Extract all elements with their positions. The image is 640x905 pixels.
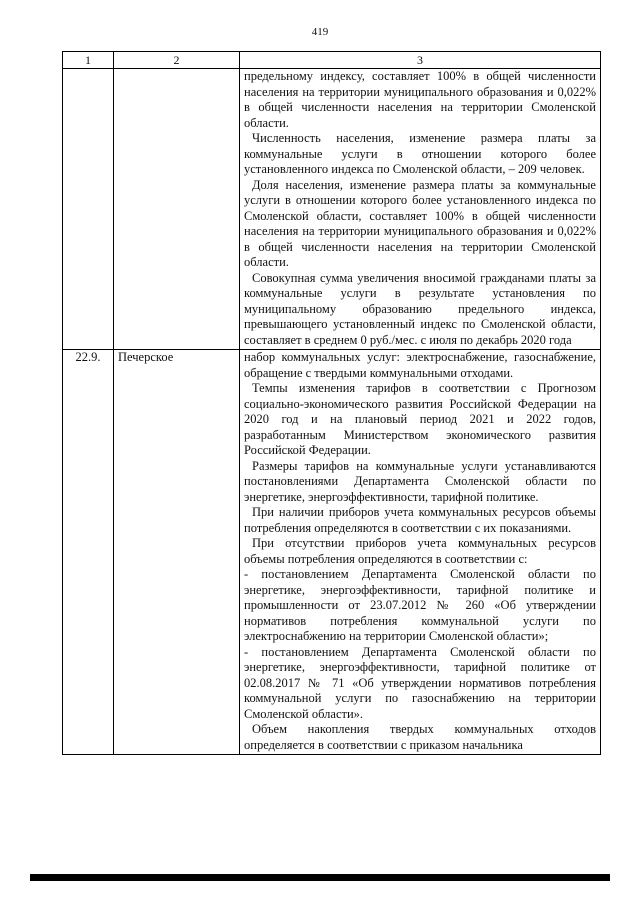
- header-col-2: 2: [114, 52, 240, 69]
- row-number: 22.9.: [63, 350, 114, 755]
- row-content: [240, 350, 601, 755]
- row-number: [63, 69, 114, 350]
- row-municipality: [114, 69, 240, 350]
- paragraph: Совокупная сумма увеличения вносимой гражданами платы за коммунальные услуги в результате установления по муниципальному образованию предельного индекса, превышающего установленный индекс по Смоленской области, составляет в среднем 0 руб./мес. с июля по декабрь 2020 года: [244, 270, 596, 347]
- document-table: [62, 51, 601, 755]
- page-number: 419: [311, 26, 329, 38]
- paragraph: При отсутствии приборов учета коммунальных ресурсов объемы потребления определяются в соответствии с:: [244, 536, 596, 566]
- paragraph: При наличии приборов учета коммунальных ресурсов объемы потребления определяются в соответствии с их показаниями.: [244, 505, 596, 535]
- table-header-row: [63, 52, 601, 69]
- row-municipality: Печерское: [114, 350, 240, 755]
- paragraph: Размеры тарифов на коммунальные услуги устанавливаются постановлениями Департамента Смоленской области по энергетике, энергоэффективности, тарифной политике.: [244, 458, 596, 504]
- paragraph: Численность населения, изменение размера платы за коммунальные услуги в отношении которого более установленного индекса по Смоленской области, – 209 человек.: [244, 131, 596, 176]
- header-col-1: 1: [63, 52, 114, 69]
- paragraph: Доля населения, изменение размера платы за коммунальные услуги в отношении которого более установленного индекса по Смоленской области, составляет 100% в общей численности населения на территории муниципального образования и 0,022% в общей численности населения на территории Смоленской области.: [244, 177, 596, 269]
- paragraph: набор коммунальных услуг: электроснабжение, газоснабжение, обращение с твердыми коммунальными отходами.: [244, 350, 596, 380]
- row-content: [240, 69, 601, 350]
- paragraph: Темпы изменения тарифов в соответствии с Прогнозом социально-экономического развития Российской Федерации на 2020 год и на плановый период 2021 и 2022 годов, разработанным Министерством экономического развития Российской Федерации.: [244, 381, 596, 457]
- header-col-3: 3: [240, 52, 601, 69]
- paragraph: - постановлением Департамента Смоленской области по энергетике, энергоэффективности, тарифной политике от 02.08.2017 № 71 «Об утверждении нормативов потребления коммунальной услуги по газоснабжению на территории Смоленской области».: [244, 644, 596, 721]
- bottom-divider: [30, 874, 610, 881]
- paragraph: - постановлением Департамента Смоленской области по энергетике, энергоэффективности, тарифной политике и промышленности от 23.07.2012 № 260 «Об утверждении нормативов потребления коммунальной услуги по электроснабжению на территории Смоленской области»;: [244, 567, 596, 643]
- paragraph: предельному индексу, составляет 100% в общей численности населения на территории муниципального образования и 0,022% в общей численности населения на территории Смоленской области.: [244, 69, 596, 130]
- table-row: [63, 350, 601, 755]
- paragraph: Объем накопления твердых коммунальных отходов определяется в соответствии с приказом начальника: [244, 722, 596, 752]
- table-row: [63, 69, 601, 350]
